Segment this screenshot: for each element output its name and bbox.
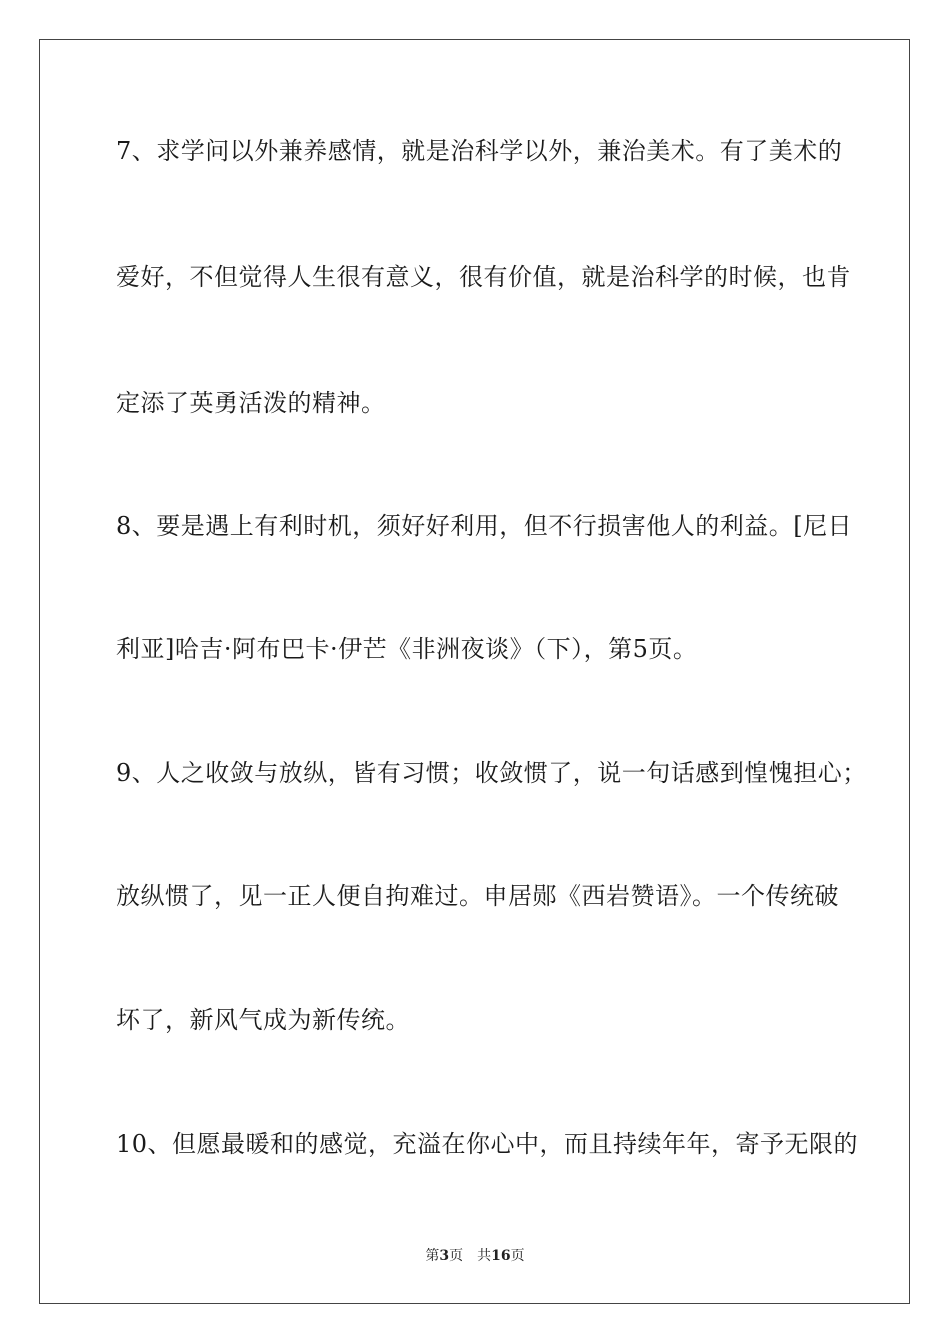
text-line: 利亚]哈吉·阿布巴卡·伊芒《非洲夜谈》（下），第5页。 xyxy=(116,635,698,663)
text-line: 定添了英勇活泼的精神。 xyxy=(116,389,386,417)
page-border xyxy=(39,39,910,1304)
total-pages: 16 xyxy=(491,1248,511,1264)
text-line: 爱好，不但觉得人生很有意义，很有价值，就是治科学的时候，也肯 xyxy=(116,263,851,291)
text-line: 8、要是遇上有利时机，须好好利用，但不行损害他人的利益。[尼日 xyxy=(116,512,853,540)
total-prefix: 共 xyxy=(477,1248,492,1264)
text-line: 9、人之收敛与放纵，皆有习惯；收敛惯了，说一句话感到惶愧担心； xyxy=(116,759,867,787)
page-footer xyxy=(0,1247,950,1265)
page-suffix: 页 xyxy=(449,1248,464,1264)
page-number: 3 xyxy=(439,1248,450,1264)
text-line: 10、但愿最暖和的感觉，充溢在你心中，而且持续年年，寄予无限的 xyxy=(116,1130,859,1158)
page-prefix: 第 xyxy=(425,1248,440,1264)
text-line: 坏了，新风气成为新传统。 xyxy=(116,1006,410,1034)
text-line: 7、求学问以外兼养感情，就是治科学以外，兼治美术。有了美术的 xyxy=(116,137,843,165)
text-line: 放纵惯了，见一正人便自拘难过。申居郧《西岩赞语》。一个传统破 xyxy=(116,882,839,910)
total-suffix: 页 xyxy=(510,1248,525,1264)
